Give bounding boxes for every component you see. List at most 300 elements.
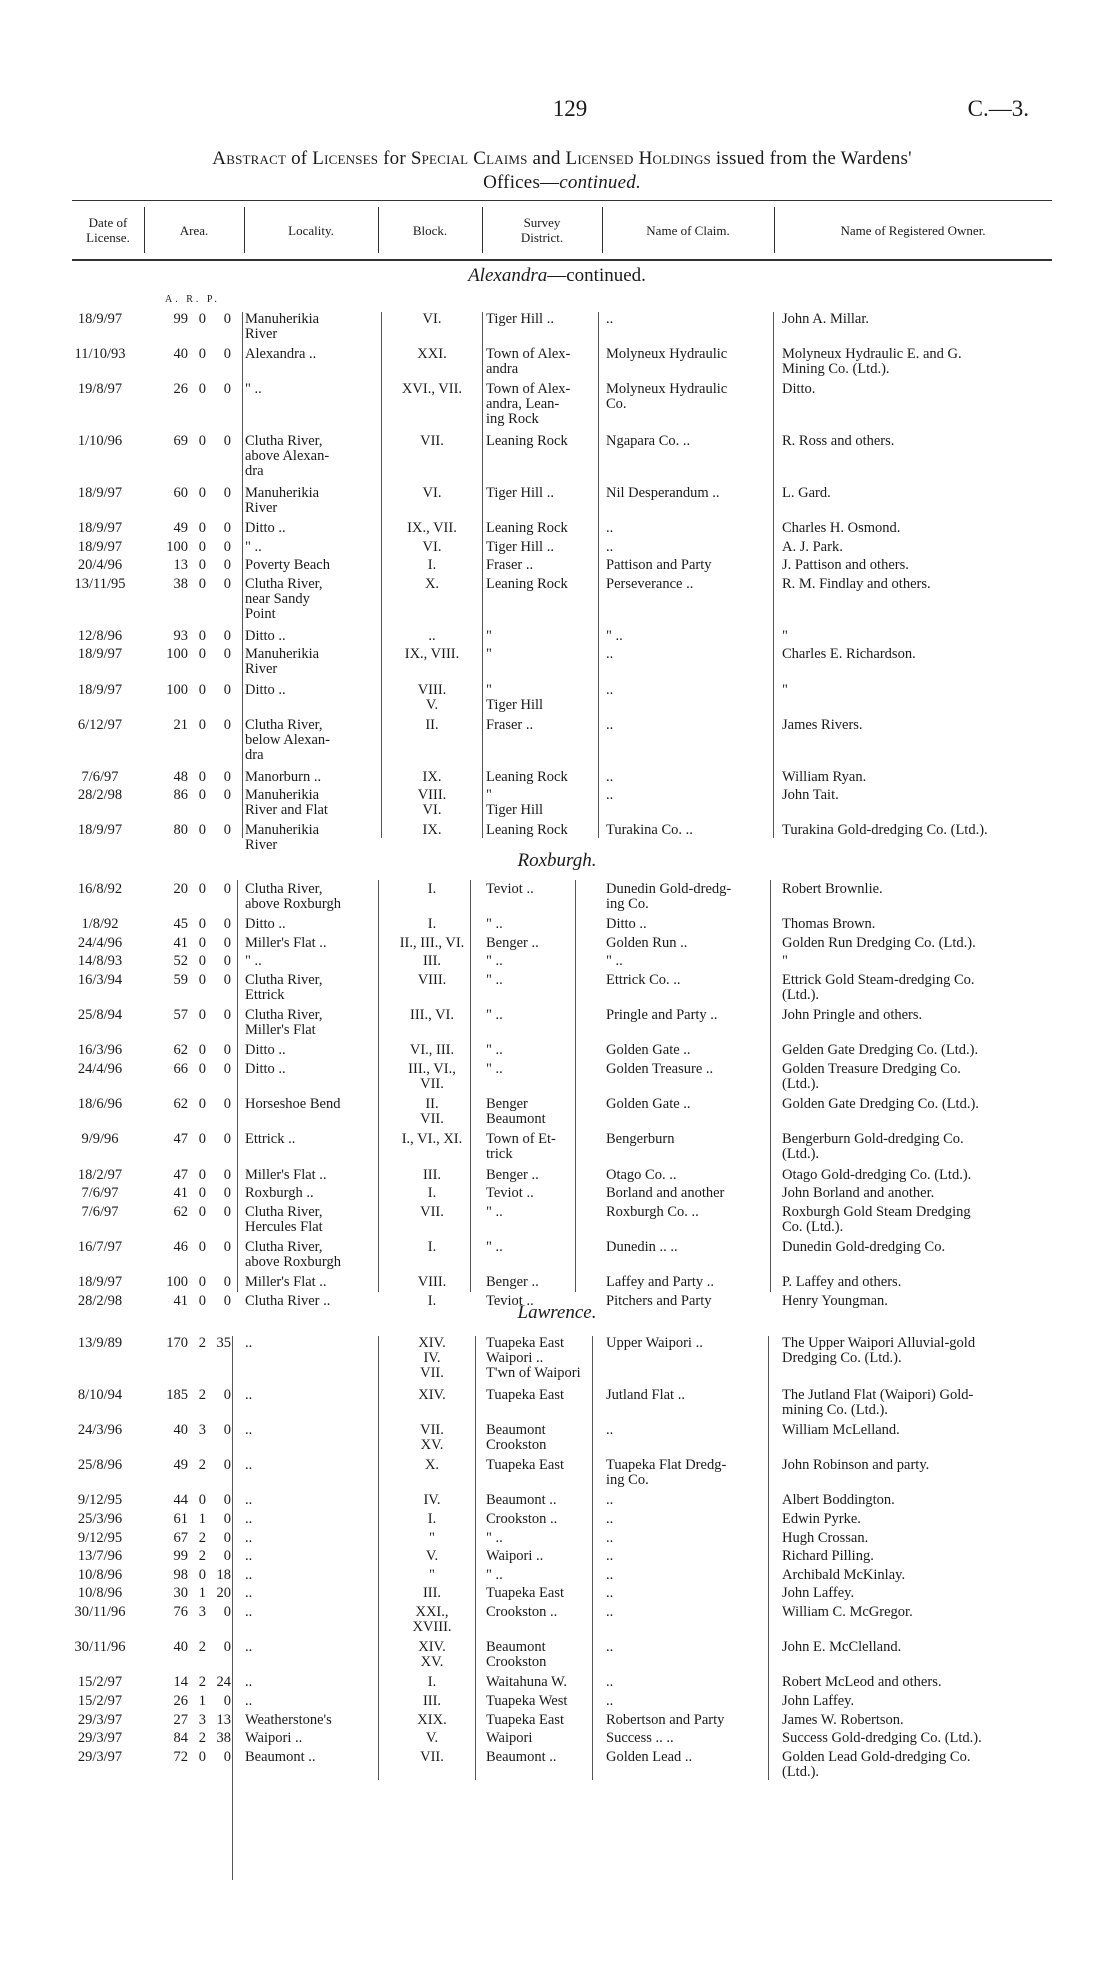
acres-cell: 49: [173, 1457, 188, 1474]
perches-cell: 0: [223, 1061, 231, 1077]
date-cell: 18/6/96: [77, 1096, 123, 1113]
locality-cell: ..: [245, 1492, 253, 1509]
owner-cell: Golden Treasure Dredging Co. (Ltd.).: [782, 1061, 961, 1092]
perches-cell: 0: [223, 1639, 231, 1656]
locality-cell: Manuherikia River: [245, 646, 320, 678]
claim-name-cell: Jutland Flat ..: [606, 1386, 685, 1403]
owner-cell: John E. McClelland.: [782, 1639, 902, 1656]
title-licenses: Licenses: [312, 148, 379, 169]
survey-district-cell: " ..: [486, 1203, 503, 1220]
locality-cell: ..: [245, 1457, 253, 1474]
perches-cell: 0: [223, 1492, 231, 1509]
owner-cell: William Ryan.: [782, 768, 867, 785]
survey-district-cell: " Tiger Hill: [486, 787, 544, 819]
acres-cell: 13: [173, 557, 188, 574]
block-cell: VIII.: [417, 1274, 447, 1291]
claim-name-cell: Dunedin .. ..: [606, 1239, 678, 1255]
claim-name-cell: ..: [606, 1674, 614, 1691]
claim-name-cell: Golden Run ..: [606, 934, 688, 951]
acres-cell: 21: [173, 716, 188, 733]
acres-cell: 62: [173, 1203, 188, 1220]
title-abstract: Abstract: [212, 148, 287, 169]
date-cell: 29/3/97: [77, 1748, 123, 1765]
roods-cell: 0: [198, 768, 206, 785]
date-cell: 18/9/97: [77, 1274, 123, 1291]
acres-cell: 62: [173, 1042, 188, 1059]
perches-cell: 0: [223, 1007, 231, 1024]
locality-cell: Clutha River, above Alexan- dra: [245, 433, 330, 480]
roods-cell: 0: [198, 627, 206, 644]
roods-cell: 0: [198, 520, 206, 537]
date-cell: 30/11/96: [74, 1639, 126, 1656]
roods-cell: 0: [198, 1131, 206, 1148]
acres-cell: 100: [166, 681, 188, 698]
block-cell: III., VI.: [409, 1007, 455, 1024]
perches-cell: 0: [223, 1292, 231, 1309]
owner-cell: ": [782, 681, 788, 698]
survey-district-cell: Teviot ..: [486, 1185, 534, 1202]
date-cell: 9/12/95: [77, 1492, 123, 1509]
acres-cell: 38: [173, 576, 188, 592]
owner-cell: Turakina Gold-dredging Co. (Ltd.).: [782, 822, 988, 839]
owner-cell: Gelden Gate Dredging Co. (Ltd.).: [782, 1042, 979, 1059]
perches-cell: 0: [223, 1693, 231, 1709]
block-cell: II., III., VI.: [399, 934, 465, 951]
date-cell: 15/2/97: [77, 1674, 123, 1691]
date-cell: 13/11/95: [74, 576, 126, 592]
survey-district-cell: " ..: [486, 972, 503, 988]
acres-cell: 26: [173, 1693, 188, 1709]
locality-cell: Roxburgh ..: [245, 1185, 314, 1202]
acres-cell: 170: [166, 1335, 188, 1351]
claim-name-cell: Pattison and Party: [606, 557, 712, 574]
locality-cell: Clutha River, Miller's Flat: [245, 1007, 323, 1039]
date-cell: 18/2/97: [77, 1166, 123, 1183]
perches-cell: 0: [223, 1604, 231, 1620]
column-rule: [242, 312, 243, 838]
roods-cell: 0: [198, 1239, 206, 1255]
acres-cell: 99: [173, 1548, 188, 1565]
date-cell: 12/8/96: [77, 627, 123, 644]
acres-cell: 72: [173, 1748, 188, 1765]
block-cell: IV.: [423, 1492, 441, 1509]
perches-cell: 0: [223, 1529, 231, 1546]
block-cell: XXI., XVIII.: [412, 1604, 452, 1635]
header-date: Date of License.: [86, 215, 130, 245]
roods-cell: 2: [198, 1386, 206, 1403]
survey-district-cell: Teviot ..: [486, 1292, 534, 1309]
date-cell: 18/9/97: [77, 311, 123, 327]
section-title: [0, 265, 1114, 287]
date-cell: 15/2/97: [77, 1693, 123, 1709]
locality-cell: Ditto ..: [245, 1042, 286, 1059]
locality-cell: " ..: [245, 953, 262, 970]
acres-cell: 185: [166, 1386, 188, 1403]
date-cell: 14/8/93: [77, 953, 123, 970]
locality-cell: Manuherikia River: [245, 822, 320, 854]
owner-cell: James W. Robertson.: [782, 1711, 904, 1728]
locality-cell: Clutha River, above Roxburgh: [245, 1239, 341, 1270]
date-cell: 29/3/97: [77, 1711, 123, 1728]
roods-cell: 1: [198, 1585, 206, 1602]
locality-cell: ..: [245, 1511, 253, 1527]
locality-cell: Clutha River, above Roxburgh: [245, 881, 341, 912]
roods-cell: 1: [198, 1511, 206, 1527]
roods-cell: 0: [198, 1203, 206, 1220]
roods-cell: 0: [198, 681, 206, 698]
section-name: Alexandra: [468, 265, 548, 286]
block-cell: VI.: [422, 485, 442, 501]
owner-cell: Success Gold-dredging Co. (Ltd.).: [782, 1730, 982, 1747]
claim-name-cell: Golden Lead ..: [606, 1748, 693, 1765]
date-cell: 7/6/97: [81, 1203, 119, 1220]
date-cell: 16/3/94: [77, 972, 123, 988]
owner-cell: John Laffey.: [782, 1693, 855, 1709]
date-cell: 28/2/98: [77, 787, 123, 804]
survey-district-cell: Tiger Hill ..: [486, 538, 554, 555]
roods-cell: 0: [198, 1007, 206, 1024]
owner-cell: John Tait.: [782, 787, 839, 804]
owner-cell: Golden Lead Gold-dredging Co. (Ltd.).: [782, 1748, 971, 1780]
block-cell: IX.: [422, 768, 442, 785]
perches-cell: 0: [223, 768, 231, 785]
perches-cell: 0: [223, 1386, 231, 1403]
claim-name-cell: Laffey and Party ..: [606, 1274, 715, 1291]
claim-name-cell: Borland and another: [606, 1185, 725, 1202]
perches-cell: 0: [223, 1239, 231, 1255]
survey-district-cell: Crookston ..: [486, 1511, 558, 1527]
claim-name-cell: ..: [606, 1492, 614, 1509]
block-cell: ": [429, 1566, 435, 1583]
roods-cell: 0: [198, 953, 206, 970]
perches-cell: 0: [223, 520, 231, 537]
survey-district-cell: Town of Alex- andra, Lean- ing Rock: [486, 381, 571, 428]
survey-district-cell: Fraser ..: [486, 716, 534, 733]
block-cell: VI.: [422, 538, 442, 555]
roods-cell: 3: [198, 1604, 206, 1620]
survey-district-cell: Beaumont Crookston: [486, 1639, 547, 1671]
owner-cell: John Borland and another.: [782, 1185, 935, 1202]
roods-cell: 2: [198, 1335, 206, 1351]
claim-name-cell: Dunedin Gold-dredg- ing Co.: [606, 881, 732, 912]
date-cell: 10/8/96: [77, 1566, 123, 1583]
roods-cell: 2: [198, 1457, 206, 1474]
date-cell: 6/12/97: [77, 716, 123, 733]
roods-cell: 0: [198, 1274, 206, 1291]
perches-cell: 0: [223, 1457, 231, 1474]
owner-cell: P. Laffey and others.: [782, 1274, 902, 1291]
block-cell: XVI., VII.: [401, 381, 463, 398]
owner-cell: R. M. Findlay and others.: [782, 576, 931, 592]
claim-name-cell: ..: [606, 1422, 614, 1438]
perches-cell: 0: [223, 381, 231, 398]
acres-cell: 26: [173, 381, 188, 398]
locality-cell: Clutha River, below Alexan- dra: [245, 716, 330, 763]
owner-cell: Golden Run Dredging Co. (Ltd.).: [782, 934, 976, 951]
roods-cell: 0: [198, 716, 206, 733]
block-cell: X.: [424, 576, 440, 592]
claim-name-cell: ..: [606, 311, 614, 327]
locality-cell: Weatherstone's: [245, 1711, 332, 1728]
claim-name-cell: ..: [606, 520, 614, 537]
block-cell: ": [429, 1529, 435, 1546]
perches-cell: 0: [223, 1166, 231, 1183]
acres-cell: 40: [173, 1639, 188, 1656]
survey-district-cell: " ..: [486, 1529, 503, 1546]
survey-district-cell: Fraser ..: [486, 557, 534, 574]
date-cell: 8/10/94: [77, 1386, 123, 1403]
date-cell: 13/9/89: [77, 1335, 123, 1351]
survey-district-cell: " ..: [486, 1007, 503, 1024]
locality-cell: Ettrick ..: [245, 1131, 296, 1148]
roods-cell: 0: [198, 1061, 206, 1077]
survey-district-cell: Waipori ..: [486, 1548, 544, 1565]
owner-cell: Robert McLeod and others.: [782, 1674, 942, 1691]
acres-cell: 69: [173, 433, 188, 450]
locality-cell: Beaumont ..: [245, 1748, 316, 1765]
column-rule: [232, 1336, 233, 1880]
locality-cell: Miller's Flat ..: [245, 1166, 327, 1183]
block-cell: III.: [422, 1693, 442, 1709]
locality-cell: Miller's Flat ..: [245, 1274, 327, 1291]
survey-district-cell: " ..: [486, 1061, 503, 1077]
locality-cell: Horseshoe Bend: [245, 1096, 341, 1113]
block-cell: XIV. XV.: [418, 1639, 446, 1671]
perches-cell: 0: [223, 1203, 231, 1220]
acres-cell: 62: [173, 1096, 188, 1113]
locality-cell: Manuherikia River and Flat: [245, 787, 328, 819]
claim-name-cell: Golden Gate ..: [606, 1096, 691, 1113]
acres-cell: 99: [173, 311, 188, 327]
perches-cell: 18: [216, 1566, 231, 1583]
locality-cell: Clutha River, Ettrick: [245, 972, 323, 1003]
survey-district-cell: ": [486, 627, 492, 644]
claim-name-cell: Success .. ..: [606, 1730, 674, 1747]
title-licensed-holdings: Licensed Holdings: [565, 148, 711, 169]
date-cell: 25/8/94: [77, 1007, 123, 1024]
owner-cell: John Pringle and others.: [782, 1007, 923, 1024]
block-cell: VII.: [420, 1748, 444, 1765]
header-survey-district: Survey District.: [520, 215, 564, 245]
block-cell: IX., VIII.: [404, 646, 460, 663]
date-cell: 1/10/96: [77, 433, 123, 450]
roods-cell: 3: [198, 1422, 206, 1438]
perches-cell: 0: [223, 576, 231, 592]
locality-cell: Clutha River, Hercules Flat: [245, 1203, 323, 1235]
roods-cell: 2: [198, 1529, 206, 1546]
owner-cell: Molyneux Hydraulic E. and G. Mining Co. (Ltd.).: [782, 346, 962, 378]
claim-name-cell: ..: [606, 1566, 614, 1583]
claim-name-cell: ..: [606, 768, 614, 785]
header-block: Block.: [412, 222, 448, 238]
owner-cell: John Robinson and party.: [782, 1457, 930, 1474]
owner-cell: Bengerburn Gold-dredging Co. (Ltd.).: [782, 1131, 964, 1163]
perches-cell: 20: [216, 1585, 231, 1602]
roods-cell: 0: [198, 881, 206, 897]
perches-cell: 0: [223, 646, 231, 663]
owner-cell: Golden Gate Dredging Co. (Ltd.).: [782, 1096, 979, 1113]
block-cell: III.: [422, 1166, 442, 1183]
block-cell: I.: [427, 557, 437, 574]
acres-cell: 40: [173, 1422, 188, 1438]
roods-cell: 0: [198, 485, 206, 501]
date-cell: 24/3/96: [77, 1422, 123, 1438]
roods-cell: 0: [198, 433, 206, 450]
locality-cell: ..: [245, 1604, 253, 1620]
acres-cell: 84: [173, 1730, 188, 1747]
block-cell: I.: [427, 1511, 437, 1527]
title-rest: issued from the Wardens': [710, 148, 912, 169]
date-cell: 24/4/96: [77, 1061, 123, 1077]
locality-cell: Ditto ..: [245, 627, 286, 644]
acres-cell: 41: [173, 934, 188, 951]
survey-district-cell: Tuapeka East: [486, 1457, 564, 1474]
perches-cell: 0: [223, 681, 231, 698]
claim-name-cell: " ..: [606, 627, 623, 644]
block-cell: I.: [427, 1185, 437, 1202]
acres-cell: 44: [173, 1492, 188, 1509]
date-cell: 18/9/97: [77, 681, 123, 698]
date-cell: 7/6/97: [81, 768, 119, 785]
survey-district-cell: Leaning Rock: [486, 576, 568, 592]
roods-cell: 0: [198, 1185, 206, 1202]
roods-cell: 0: [198, 822, 206, 839]
owner-cell: L. Gard.: [782, 485, 831, 501]
locality-cell: " ..: [245, 381, 262, 398]
owner-cell: William C. McGregor.: [782, 1604, 913, 1620]
block-cell: XIV.: [418, 1386, 446, 1403]
acres-cell: 86: [173, 787, 188, 804]
area-units-label: A. R. P.: [165, 294, 220, 305]
perches-cell: 0: [223, 627, 231, 644]
date-cell: 29/3/97: [77, 1730, 123, 1747]
locality-cell: Ditto ..: [245, 520, 286, 537]
block-cell: V.: [425, 1548, 439, 1565]
claim-name-cell: Golden Gate ..: [606, 1042, 691, 1059]
acres-cell: 80: [173, 822, 188, 839]
perches-cell: 0: [223, 716, 231, 733]
block-cell: VI., III.: [409, 1042, 455, 1059]
locality-cell: " ..: [245, 538, 262, 555]
header-area: Area.: [179, 222, 209, 238]
block-cell: I.: [427, 1674, 437, 1691]
claim-name-cell: Upper Waipori ..: [606, 1335, 703, 1351]
block-cell: I.: [427, 1292, 437, 1309]
claim-name-cell: Robertson and Party: [606, 1711, 725, 1728]
claim-name-cell: Ditto ..: [606, 916, 647, 933]
perches-cell: 0: [223, 311, 231, 327]
survey-district-cell: " Tiger Hill: [486, 681, 544, 713]
header-claim-name: Name of Claim.: [646, 222, 730, 238]
locality-cell: Ditto ..: [245, 916, 286, 933]
roods-cell: 0: [198, 1566, 206, 1583]
acres-cell: 100: [166, 646, 188, 663]
date-cell: 20/4/96: [77, 557, 123, 574]
date-cell: 16/3/96: [77, 1042, 123, 1059]
owner-cell: Thomas Brown.: [782, 916, 876, 933]
block-cell: XIV. IV. VII.: [418, 1335, 446, 1381]
locality-cell: Ditto ..: [245, 1061, 286, 1077]
date-cell: 18/9/97: [77, 485, 123, 501]
perches-cell: 0: [223, 346, 231, 363]
survey-district-cell: Benger Beaumont: [486, 1096, 546, 1128]
perches-cell: 0: [223, 485, 231, 501]
survey-district-cell: " ..: [486, 1566, 503, 1583]
owner-cell: Richard Pilling.: [782, 1548, 874, 1565]
owner-cell: Otago Gold-dredging Co. (Ltd.).: [782, 1166, 972, 1183]
owner-cell: R. Ross and others.: [782, 433, 895, 450]
block-cell: VIII.: [417, 972, 447, 988]
roods-cell: 0: [198, 1292, 206, 1309]
claim-name-cell: Perseverance ..: [606, 576, 694, 592]
survey-district-cell: Benger ..: [486, 934, 539, 951]
locality-cell: ..: [245, 1566, 253, 1583]
survey-district-cell: Leaning Rock: [486, 822, 568, 839]
header-owner-name: Name of Registered Owner.: [840, 222, 986, 238]
block-cell: VIII. VI.: [417, 787, 447, 819]
survey-district-cell: Town of Alex- andra: [486, 346, 571, 378]
block-cell: VIII. V.: [417, 681, 447, 713]
claim-name-cell: ..: [606, 1693, 614, 1709]
date-cell: 10/8/96: [77, 1585, 123, 1602]
date-cell: 16/8/92: [77, 881, 123, 897]
roods-cell: 0: [198, 1096, 206, 1113]
date-cell: 28/2/98: [77, 1292, 123, 1309]
survey-district-cell: Tiger Hill ..: [486, 485, 554, 501]
date-cell: 25/3/96: [77, 1511, 123, 1527]
survey-district-cell: Beaumont Crookston: [486, 1422, 547, 1453]
roods-cell: 2: [198, 1548, 206, 1565]
block-cell: III.: [422, 953, 442, 970]
perches-cell: 0: [223, 916, 231, 933]
block-cell: III.: [422, 1585, 442, 1602]
locality-cell: ..: [245, 1674, 253, 1691]
locality-cell: ..: [245, 1335, 253, 1351]
perches-cell: 0: [223, 1042, 231, 1059]
owner-cell: Henry Youngman.: [782, 1292, 888, 1309]
title-continued: continued.: [559, 172, 641, 193]
claim-name-cell: ..: [606, 1639, 614, 1656]
claim-name-cell: ..: [606, 1585, 614, 1602]
survey-district-cell: Crookston ..: [486, 1604, 558, 1620]
survey-district-cell: " ..: [486, 953, 503, 970]
claim-name-cell: Ngapara Co. ..: [606, 433, 691, 450]
date-cell: 13/7/96: [77, 1548, 123, 1565]
owner-cell: John A. Millar.: [782, 311, 870, 327]
column-rule: [773, 312, 774, 838]
owner-cell: Roxburgh Gold Steam Dredging Co. (Ltd.).: [782, 1203, 971, 1235]
survey-district-cell: Tiger Hill ..: [486, 311, 554, 327]
claim-name-cell: ..: [606, 1511, 614, 1527]
locality-cell: Clutha River ..: [245, 1292, 331, 1309]
claim-name-cell: ..: [606, 716, 614, 733]
roods-cell: 3: [198, 1711, 206, 1728]
perches-cell: 0: [223, 953, 231, 970]
owner-cell: Ettrick Gold Steam-dredging Co. (Ltd.).: [782, 972, 975, 1003]
acres-cell: 46: [173, 1239, 188, 1255]
date-cell: 19/8/97: [77, 381, 123, 398]
survey-district-cell: Tuapeka East: [486, 1585, 564, 1602]
survey-district-cell: Tuapeka West: [486, 1693, 568, 1709]
column-rule: [378, 1336, 379, 1780]
survey-district-cell: Leaning Rock: [486, 768, 568, 785]
block-cell: VI.: [422, 311, 442, 327]
acres-cell: 66: [173, 1061, 188, 1077]
perches-cell: 0: [223, 881, 231, 897]
claim-name-cell: Pitchers and Party: [606, 1292, 712, 1309]
perches-cell: 24: [216, 1674, 231, 1691]
block-cell: I.: [427, 916, 437, 933]
